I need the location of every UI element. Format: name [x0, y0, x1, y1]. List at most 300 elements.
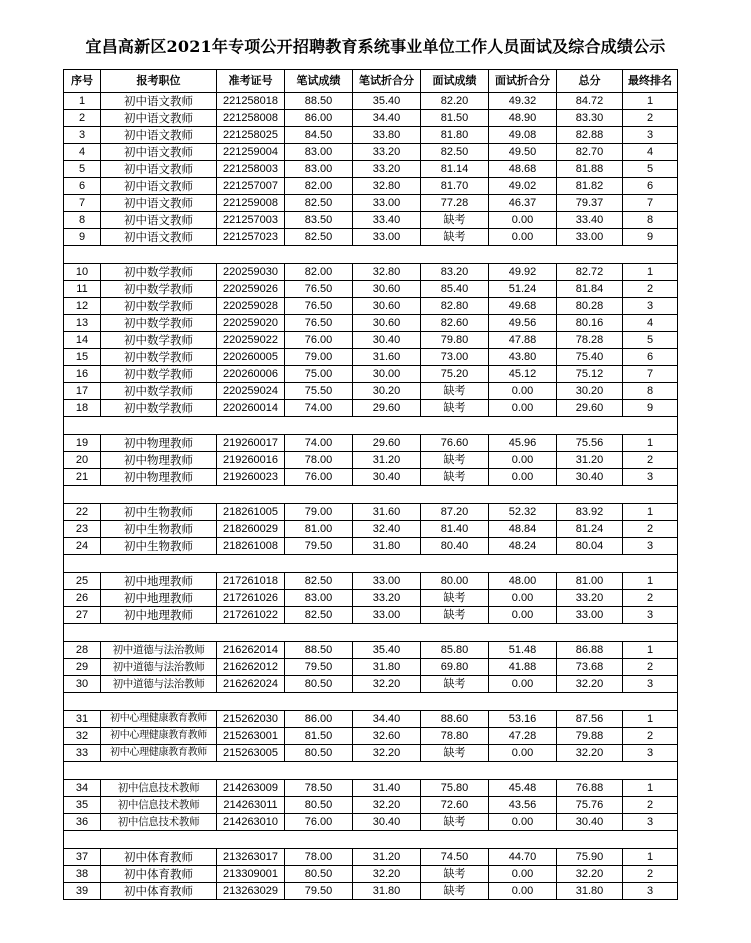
cell-interview-converted: 45.96	[489, 435, 557, 452]
cell-written-converted: 31.20	[353, 452, 421, 469]
cell-ticket-number: 218261005	[217, 504, 285, 521]
cell-interview-score: 80.40	[421, 538, 489, 555]
cell-position: 初中数学教师	[101, 349, 217, 366]
cell-seq: 19	[64, 435, 101, 452]
table-row	[64, 349, 678, 366]
table-row	[64, 110, 678, 127]
cell-final-rank: 6	[623, 178, 678, 195]
cell-seq: 26	[64, 590, 101, 607]
cell-position: 初中体育教师	[101, 849, 217, 866]
cell-written-converted: 35.40	[353, 93, 421, 110]
separator-cell	[64, 762, 678, 780]
table-row	[64, 590, 678, 607]
cell-seq: 4	[64, 144, 101, 161]
cell-position: 初中生物教师	[101, 504, 217, 521]
cell-interview-score: 81.70	[421, 178, 489, 195]
cell-written-converted: 32.20	[353, 676, 421, 693]
cell-total: 31.80	[557, 883, 623, 900]
cell-interview-score: 75.80	[421, 780, 489, 797]
cell-total: 81.00	[557, 573, 623, 590]
cell-seq: 28	[64, 642, 101, 659]
cell-position: 初中数学教师	[101, 400, 217, 417]
table-row	[64, 178, 678, 195]
cell-interview-converted: 49.50	[489, 144, 557, 161]
cell-position: 初中物理教师	[101, 435, 217, 452]
cell-final-rank: 7	[623, 366, 678, 383]
cell-interview-converted: 48.68	[489, 161, 557, 178]
cell-position: 初中语文教师	[101, 195, 217, 212]
cell-written-score: 80.50	[285, 745, 353, 762]
cell-final-rank: 1	[623, 504, 678, 521]
cell-seq: 20	[64, 452, 101, 469]
cell-interview-converted: 44.70	[489, 849, 557, 866]
cell-final-rank: 4	[623, 315, 678, 332]
cell-final-rank: 3	[623, 676, 678, 693]
cell-interview-converted: 43.80	[489, 349, 557, 366]
cell-total: 81.24	[557, 521, 623, 538]
cell-interview-converted: 0.00	[489, 745, 557, 762]
cell-seq: 2	[64, 110, 101, 127]
header-final-rank: 最终排名	[623, 70, 678, 93]
cell-interview-converted: 49.32	[489, 93, 557, 110]
cell-final-rank: 2	[623, 590, 678, 607]
cell-total: 33.00	[557, 229, 623, 246]
table-row	[64, 780, 678, 797]
cell-interview-score: 缺考	[421, 814, 489, 831]
cell-interview-converted: 0.00	[489, 469, 557, 486]
cell-position: 初中信息技术教师	[101, 814, 217, 831]
cell-interview-converted: 46.37	[489, 195, 557, 212]
table-row	[64, 452, 678, 469]
cell-interview-converted: 0.00	[489, 883, 557, 900]
cell-written-score: 82.50	[285, 607, 353, 624]
results-body	[64, 93, 678, 900]
cell-ticket-number: 216262024	[217, 676, 285, 693]
cell-total: 80.28	[557, 298, 623, 315]
separator-cell	[64, 555, 678, 573]
cell-interview-score: 缺考	[421, 883, 489, 900]
cell-position: 初中语文教师	[101, 93, 217, 110]
cell-final-rank: 5	[623, 332, 678, 349]
cell-interview-converted: 51.24	[489, 281, 557, 298]
cell-written-converted: 32.80	[353, 264, 421, 281]
cell-written-converted: 30.60	[353, 281, 421, 298]
cell-ticket-number: 215262030	[217, 711, 285, 728]
cell-written-score: 83.00	[285, 590, 353, 607]
cell-seq: 30	[64, 676, 101, 693]
cell-final-rank: 2	[623, 866, 678, 883]
cell-interview-score: 73.00	[421, 349, 489, 366]
cell-written-converted: 31.80	[353, 538, 421, 555]
cell-position: 初中地理教师	[101, 590, 217, 607]
table-row	[64, 573, 678, 590]
table-row	[64, 195, 678, 212]
cell-ticket-number: 214263009	[217, 780, 285, 797]
cell-written-score: 88.50	[285, 642, 353, 659]
cell-interview-score: 76.60	[421, 435, 489, 452]
cell-interview-converted: 41.88	[489, 659, 557, 676]
cell-interview-score: 81.40	[421, 521, 489, 538]
cell-written-converted: 32.40	[353, 521, 421, 538]
cell-written-score: 83.00	[285, 144, 353, 161]
cell-interview-converted: 0.00	[489, 400, 557, 417]
cell-final-rank: 2	[623, 452, 678, 469]
cell-final-rank: 1	[623, 93, 678, 110]
header-interview-score: 面试成绩	[421, 70, 489, 93]
table-row	[64, 883, 678, 900]
cell-ticket-number: 219260016	[217, 452, 285, 469]
cell-interview-converted: 43.56	[489, 797, 557, 814]
cell-position: 初中生物教师	[101, 538, 217, 555]
cell-written-converted: 35.40	[353, 642, 421, 659]
cell-position: 初中语文教师	[101, 178, 217, 195]
cell-written-score: 83.50	[285, 212, 353, 229]
cell-interview-score: 缺考	[421, 607, 489, 624]
cell-written-converted: 33.00	[353, 607, 421, 624]
cell-written-score: 76.00	[285, 469, 353, 486]
cell-interview-converted: 0.00	[489, 814, 557, 831]
cell-written-score: 81.50	[285, 728, 353, 745]
cell-position: 初中体育教师	[101, 883, 217, 900]
cell-ticket-number: 220259024	[217, 383, 285, 400]
separator-cell	[64, 246, 678, 264]
cell-seq: 18	[64, 400, 101, 417]
cell-final-rank: 3	[623, 469, 678, 486]
cell-interview-converted: 48.90	[489, 110, 557, 127]
cell-interview-converted: 0.00	[489, 607, 557, 624]
cell-interview-converted: 47.88	[489, 332, 557, 349]
table-row	[64, 745, 678, 762]
cell-final-rank: 2	[623, 797, 678, 814]
cell-written-converted: 32.20	[353, 745, 421, 762]
cell-position: 初中数学教师	[101, 264, 217, 281]
cell-seq: 10	[64, 264, 101, 281]
table-row	[64, 366, 678, 383]
header-seq: 序号	[64, 70, 101, 93]
table-row	[64, 281, 678, 298]
cell-written-score: 79.50	[285, 538, 353, 555]
table-row	[64, 93, 678, 110]
cell-interview-score: 缺考	[421, 400, 489, 417]
cell-interview-converted: 47.28	[489, 728, 557, 745]
cell-written-converted: 33.80	[353, 127, 421, 144]
table-row	[64, 298, 678, 315]
cell-position: 初中生物教师	[101, 521, 217, 538]
cell-final-rank: 3	[623, 883, 678, 900]
cell-interview-converted: 49.56	[489, 315, 557, 332]
cell-seq: 8	[64, 212, 101, 229]
group-separator	[64, 246, 678, 264]
cell-written-converted: 31.80	[353, 883, 421, 900]
cell-written-converted: 33.00	[353, 573, 421, 590]
cell-interview-converted: 49.02	[489, 178, 557, 195]
cell-total: 81.88	[557, 161, 623, 178]
cell-position: 初中信息技术教师	[101, 780, 217, 797]
cell-written-converted: 33.40	[353, 212, 421, 229]
cell-ticket-number: 221258025	[217, 127, 285, 144]
cell-position: 初中数学教师	[101, 298, 217, 315]
table-row	[64, 711, 678, 728]
cell-final-rank: 2	[623, 521, 678, 538]
cell-seq: 14	[64, 332, 101, 349]
cell-interview-converted: 53.16	[489, 711, 557, 728]
cell-ticket-number: 220259028	[217, 298, 285, 315]
table-row	[64, 161, 678, 178]
header-row	[64, 70, 678, 93]
cell-total: 82.70	[557, 144, 623, 161]
cell-interview-converted: 51.48	[489, 642, 557, 659]
cell-final-rank: 2	[623, 281, 678, 298]
cell-total: 75.56	[557, 435, 623, 452]
cell-final-rank: 9	[623, 229, 678, 246]
cell-interview-score: 缺考	[421, 745, 489, 762]
cell-interview-score: 72.60	[421, 797, 489, 814]
cell-ticket-number: 214263010	[217, 814, 285, 831]
cell-interview-converted: 52.32	[489, 504, 557, 521]
cell-position: 初中物理教师	[101, 452, 217, 469]
cell-written-score: 82.50	[285, 229, 353, 246]
cell-written-score: 84.50	[285, 127, 353, 144]
cell-final-rank: 3	[623, 607, 678, 624]
cell-final-rank: 1	[623, 780, 678, 797]
table-row	[64, 229, 678, 246]
cell-written-score: 76.50	[285, 315, 353, 332]
cell-interview-score: 81.80	[421, 127, 489, 144]
cell-written-converted: 29.60	[353, 400, 421, 417]
cell-written-converted: 32.60	[353, 728, 421, 745]
cell-ticket-number: 216262014	[217, 642, 285, 659]
cell-interview-converted: 49.68	[489, 298, 557, 315]
cell-interview-score: 83.20	[421, 264, 489, 281]
cell-ticket-number: 217261026	[217, 590, 285, 607]
cell-position: 初中语文教师	[101, 127, 217, 144]
cell-ticket-number: 220259022	[217, 332, 285, 349]
cell-seq: 7	[64, 195, 101, 212]
cell-written-score: 79.50	[285, 659, 353, 676]
cell-interview-score: 85.80	[421, 642, 489, 659]
cell-written-converted: 30.20	[353, 383, 421, 400]
cell-final-rank: 3	[623, 814, 678, 831]
cell-total: 30.40	[557, 469, 623, 486]
cell-ticket-number: 214263011	[217, 797, 285, 814]
table-row	[64, 659, 678, 676]
cell-position: 初中数学教师	[101, 383, 217, 400]
table-row	[64, 866, 678, 883]
cell-written-score: 78.00	[285, 849, 353, 866]
cell-seq: 16	[64, 366, 101, 383]
cell-final-rank: 1	[623, 849, 678, 866]
cell-seq: 37	[64, 849, 101, 866]
cell-position: 初中数学教师	[101, 281, 217, 298]
cell-interview-score: 82.80	[421, 298, 489, 315]
group-separator	[64, 831, 678, 849]
cell-interview-score: 79.80	[421, 332, 489, 349]
separator-cell	[64, 831, 678, 849]
cell-position: 初中体育教师	[101, 866, 217, 883]
cell-total: 30.40	[557, 814, 623, 831]
cell-interview-score: 74.50	[421, 849, 489, 866]
group-separator	[64, 555, 678, 573]
cell-ticket-number: 220259026	[217, 281, 285, 298]
cell-seq: 36	[64, 814, 101, 831]
cell-seq: 24	[64, 538, 101, 555]
cell-ticket-number: 213263017	[217, 849, 285, 866]
header-written-converted: 笔试折合分	[353, 70, 421, 93]
cell-seq: 29	[64, 659, 101, 676]
cell-written-converted: 32.20	[353, 866, 421, 883]
cell-interview-score: 82.50	[421, 144, 489, 161]
cell-final-rank: 1	[623, 642, 678, 659]
cell-ticket-number: 218260029	[217, 521, 285, 538]
cell-ticket-number: 220260005	[217, 349, 285, 366]
cell-written-score: 74.00	[285, 435, 353, 452]
cell-seq: 22	[64, 504, 101, 521]
cell-position: 初中语文教师	[101, 110, 217, 127]
cell-interview-score: 81.50	[421, 110, 489, 127]
table-row	[64, 469, 678, 486]
cell-written-score: 82.00	[285, 178, 353, 195]
cell-written-converted: 34.40	[353, 110, 421, 127]
cell-ticket-number: 220259020	[217, 315, 285, 332]
cell-ticket-number: 217261018	[217, 573, 285, 590]
cell-final-rank: 1	[623, 573, 678, 590]
cell-interview-score: 87.20	[421, 504, 489, 521]
table-row	[64, 521, 678, 538]
cell-position: 初中地理教师	[101, 607, 217, 624]
cell-interview-score: 82.20	[421, 93, 489, 110]
table-row	[64, 849, 678, 866]
cell-interview-converted: 45.12	[489, 366, 557, 383]
cell-written-score: 80.50	[285, 676, 353, 693]
cell-written-score: 82.50	[285, 573, 353, 590]
cell-written-converted: 30.60	[353, 298, 421, 315]
cell-total: 87.56	[557, 711, 623, 728]
table-row	[64, 642, 678, 659]
cell-written-score: 74.00	[285, 400, 353, 417]
cell-interview-converted: 48.24	[489, 538, 557, 555]
cell-written-converted: 30.40	[353, 814, 421, 831]
cell-written-converted: 30.00	[353, 366, 421, 383]
cell-total: 83.30	[557, 110, 623, 127]
cell-ticket-number: 218261008	[217, 538, 285, 555]
cell-total: 83.92	[557, 504, 623, 521]
cell-seq: 35	[64, 797, 101, 814]
cell-total: 86.88	[557, 642, 623, 659]
cell-interview-converted: 0.00	[489, 229, 557, 246]
cell-written-converted: 32.20	[353, 797, 421, 814]
cell-position: 初中道德与法治教师	[101, 642, 217, 659]
table-row	[64, 383, 678, 400]
cell-seq: 27	[64, 607, 101, 624]
cell-interview-score: 缺考	[421, 590, 489, 607]
cell-interview-score: 82.60	[421, 315, 489, 332]
table-row	[64, 264, 678, 281]
cell-written-score: 75.50	[285, 383, 353, 400]
cell-position: 初中道德与法治教师	[101, 676, 217, 693]
cell-seq: 39	[64, 883, 101, 900]
cell-ticket-number: 217261022	[217, 607, 285, 624]
cell-written-score: 79.00	[285, 349, 353, 366]
cell-interview-score: 85.40	[421, 281, 489, 298]
header-interview-converted: 面试折合分	[489, 70, 557, 93]
separator-cell	[64, 624, 678, 642]
cell-final-rank: 3	[623, 745, 678, 762]
cell-interview-score: 75.20	[421, 366, 489, 383]
cell-written-converted: 30.40	[353, 332, 421, 349]
cell-written-converted: 33.20	[353, 161, 421, 178]
cell-seq: 6	[64, 178, 101, 195]
header-ticket-number: 准考证号	[217, 70, 285, 93]
cell-seq: 3	[64, 127, 101, 144]
cell-seq: 38	[64, 866, 101, 883]
cell-seq: 34	[64, 780, 101, 797]
cell-seq: 9	[64, 229, 101, 246]
cell-total: 73.68	[557, 659, 623, 676]
cell-written-converted: 31.60	[353, 504, 421, 521]
cell-written-score: 86.00	[285, 110, 353, 127]
cell-written-score: 80.50	[285, 797, 353, 814]
group-separator	[64, 624, 678, 642]
cell-total: 84.72	[557, 93, 623, 110]
cell-total: 82.88	[557, 127, 623, 144]
cell-seq: 31	[64, 711, 101, 728]
cell-interview-converted: 0.00	[489, 452, 557, 469]
cell-seq: 13	[64, 315, 101, 332]
cell-written-converted: 30.40	[353, 469, 421, 486]
cell-ticket-number: 221257003	[217, 212, 285, 229]
table-row	[64, 504, 678, 521]
cell-written-score: 76.00	[285, 814, 353, 831]
cell-written-score: 79.00	[285, 504, 353, 521]
cell-seq: 12	[64, 298, 101, 315]
cell-interview-converted: 45.48	[489, 780, 557, 797]
cell-total: 78.28	[557, 332, 623, 349]
cell-position: 初中数学教师	[101, 332, 217, 349]
cell-final-rank: 2	[623, 110, 678, 127]
cell-ticket-number: 221258003	[217, 161, 285, 178]
cell-seq: 32	[64, 728, 101, 745]
cell-total: 81.82	[557, 178, 623, 195]
table-row	[64, 127, 678, 144]
cell-written-converted: 31.40	[353, 780, 421, 797]
cell-interview-converted: 48.84	[489, 521, 557, 538]
cell-position: 初中道德与法治教师	[101, 659, 217, 676]
cell-written-score: 82.50	[285, 195, 353, 212]
cell-ticket-number: 219260017	[217, 435, 285, 452]
cell-interview-converted: 0.00	[489, 676, 557, 693]
cell-ticket-number: 219260023	[217, 469, 285, 486]
separator-cell	[64, 486, 678, 504]
cell-final-rank: 1	[623, 711, 678, 728]
cell-interview-score: 缺考	[421, 469, 489, 486]
header-position: 报考职位	[101, 70, 217, 93]
cell-seq: 23	[64, 521, 101, 538]
cell-interview-score: 78.80	[421, 728, 489, 745]
cell-interview-score: 缺考	[421, 452, 489, 469]
cell-interview-score: 88.60	[421, 711, 489, 728]
cell-ticket-number: 221259008	[217, 195, 285, 212]
cell-ticket-number: 221257023	[217, 229, 285, 246]
cell-interview-score: 缺考	[421, 229, 489, 246]
cell-ticket-number: 221258008	[217, 110, 285, 127]
cell-seq: 21	[64, 469, 101, 486]
cell-ticket-number: 213309001	[217, 866, 285, 883]
cell-ticket-number: 220259030	[217, 264, 285, 281]
cell-position: 初中心理健康教育教师	[101, 745, 217, 762]
group-separator	[64, 486, 678, 504]
cell-written-score: 80.50	[285, 866, 353, 883]
cell-interview-score: 80.00	[421, 573, 489, 590]
